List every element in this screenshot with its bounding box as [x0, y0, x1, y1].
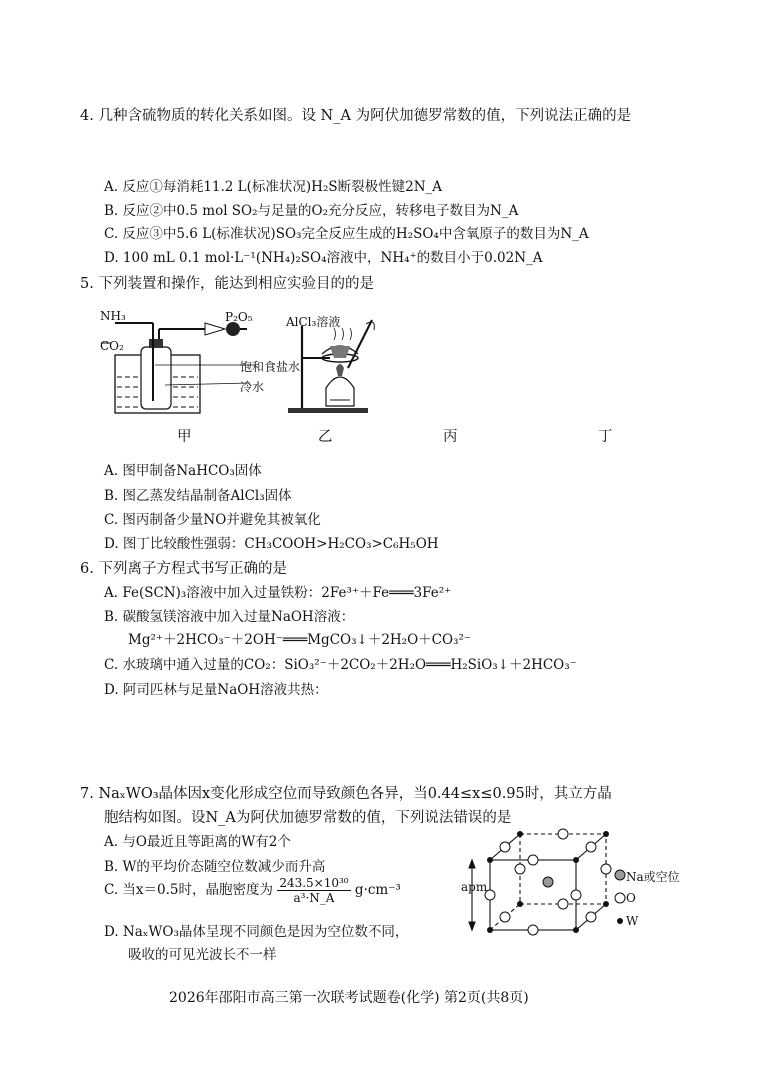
- legend-na-vacancy: Na或空位: [626, 870, 680, 884]
- q7-option-d-line2: 吸收的可见光波长不一样: [128, 947, 277, 963]
- q4-option-d: D. 100 mL 0.1 mol·L⁻¹(NH₄)₂SO₄溶液中，NH₄⁺的数目小于0.02N_A: [104, 250, 543, 266]
- q4-option-c: C. 反应③中5.6 L(标准状况)SO₃完全反应生成的H₂SO₄中含氧原子的数目为N_A: [104, 226, 589, 242]
- q5-option-b: B. 图乙蒸发结晶制备AlCl₃固体: [104, 488, 292, 504]
- caption-ding: 丁: [598, 429, 613, 445]
- q7-option-a: A. 与O最近且等距离的W有2个: [104, 834, 291, 850]
- q6-option-a: A. Fe(SCN)₃溶液中加入过量铁粉：2Fe³⁺＋Fe═══3Fe²⁺: [104, 585, 452, 601]
- label-nh3: NH₃: [100, 309, 126, 323]
- caption-jia: 甲: [177, 429, 192, 445]
- q7-stem-line2: 胞结构如图。设N_A为阿伏加德罗常数的值，下列说法错误的是: [104, 810, 512, 826]
- legend-markers: [614, 868, 626, 930]
- q6-option-b: B. 碳酸氢镁溶液中加入过量NaOH溶液：: [104, 609, 355, 625]
- q7-stem-line1: 7. NaₓWO₃晶体因x变化形成空位而导致颜色各异，当0.44≤x≤0.95时，其立方晶: [80, 786, 612, 802]
- label-co2: CO₂: [100, 339, 124, 353]
- density-fraction: [277, 876, 350, 905]
- q7-option-c: [104, 876, 401, 905]
- label-alcl3: AlCl₃溶液: [286, 315, 341, 329]
- q4-option-a: A. 反应①每消耗11.2 L(标准状况)H₂S断裂极性键2N_A: [104, 179, 443, 195]
- label-coldwater: 冷水: [240, 380, 265, 394]
- q5-option-d: D. 图丁比较酸性强弱：CH₃COOH>H₂CO₃>C₆H₅OH: [104, 536, 439, 552]
- q5-stem: 5. 下列装置和操作，能达到相应实验目的的是: [80, 276, 374, 292]
- label-p2o5: P₂O₅: [225, 310, 253, 324]
- q5-option-c: C. 图丙制备少量NO并避免其被氧化: [104, 512, 321, 528]
- q7-option-d-line1: D. NaₓWO₃晶体呈现不同颜色是因为空位数不同，: [104, 924, 409, 940]
- density-numerator: 243.5×10³⁰: [279, 876, 349, 890]
- q6-stem: 6. 下列离子方程式书写正确的是: [80, 561, 287, 577]
- q6-option-b-equation: Mg²⁺＋2HCO₃⁻＋2OH⁻═══MgCO₃↓＋2H₂O＋CO₃²⁻: [128, 632, 472, 648]
- legend-o: O: [626, 891, 636, 905]
- q6-option-c: C. 水玻璃中通入过量的CO₂：SiO₃²⁻＋2CO₂＋2H₂O═══H₂SiO₃↓＋2HCO₃⁻: [104, 657, 577, 673]
- legend-w: W: [626, 914, 639, 928]
- q4-stem: 4. 几种含硫物质的转化关系如图。设 N_A 为阿伏加德罗常数的值，下列说法正确的是: [80, 108, 632, 124]
- q5-option-a: A. 图甲制备NaHCO₃固体: [104, 463, 262, 479]
- density-unit: g·cm⁻³: [354, 882, 401, 898]
- q7-option-b: B. W的平均价态随空位数减少而升高: [104, 859, 326, 875]
- q4-option-b: B. 反应②中0.5 mol SO₂与足量的O₂充分反应，转移电子数目为N_A: [104, 203, 519, 219]
- edge-length-label: apm: [461, 880, 488, 894]
- q6-option-d: D. 阿司匹林与足量NaOH溶液共热：: [104, 682, 328, 698]
- density-denominator: a³·N_A: [293, 891, 335, 905]
- caption-bing: 丙: [443, 429, 458, 445]
- caption-yi: 乙: [318, 429, 333, 445]
- page-footer: 2026年邵阳市高三第一次联考试题卷(化学) 第2页(共8页): [169, 990, 529, 1006]
- q7-option-c-text: C. 当x＝0.5时，晶胞密度为: [104, 882, 274, 898]
- label-brine: 饱和食盐水: [240, 360, 301, 374]
